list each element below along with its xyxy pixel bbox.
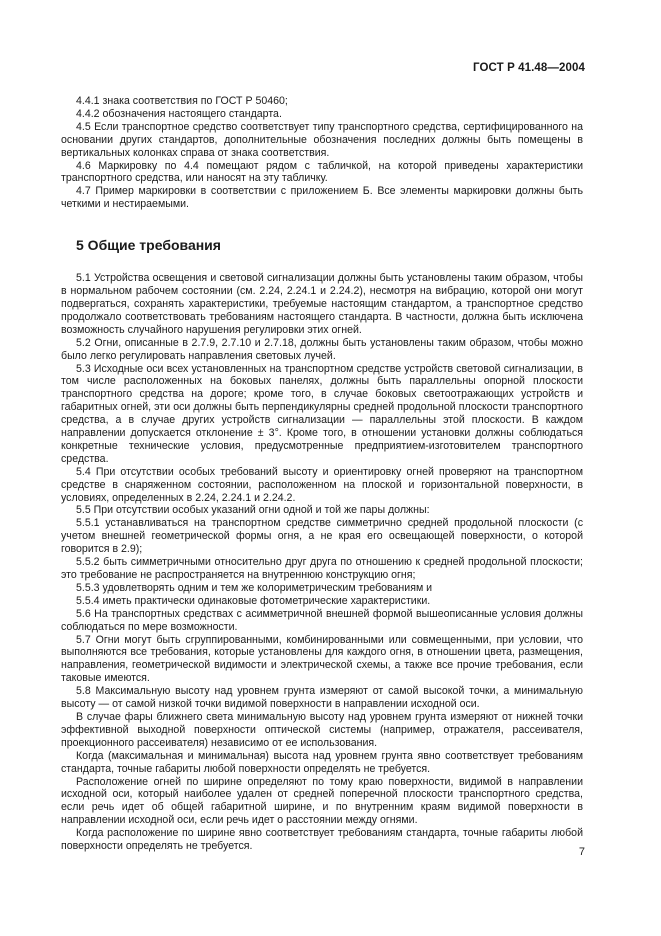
- paragraph-5-8: 5.8 Максимальную высоту над уровнем грунта измеряют от самой высокой точки, а минимальную высоту — от самой низкой точки видимой поверхности в направлении исходной оси.: [61, 685, 583, 711]
- paragraph-5-1: 5.1 Устройства освещения и световой сигнализации должны быть установлены таким образом, чтобы в нормальном рабочем состоянии (см. 2.24, 2.24.1 и 2.24.2), несмотря на вибрацию, которой они могут подвергаться, сохранять характеристики, требуемые настоящим стандартом, а транспортное средство продолжало соответствовать требованиям настоящего стандарта. В частности, должна быть исключена возможность случайного нарушения регулировки этих огней.: [61, 272, 583, 336]
- paragraph-5-4: 5.4 При отсутствии особых требований высоту и ориентировку огней проверяют на транспортном средстве в снаряженном состоянии, расположенном на плоской и горизонтальной поверхности, в условиях, определенных в 2.24, 2.24.1 и 2.24.2.: [61, 465, 583, 504]
- page-body: [61, 95, 583, 853]
- document-header: ГОСТ Р 41.48—2004: [473, 62, 585, 74]
- paragraph-4-4-2: 4.4.2 обозначения настоящего стандарта.: [76, 107, 282, 120]
- paragraph-5-5-4: 5.5.4 иметь практически одинаковые фотометрические характеристики.: [76, 594, 431, 607]
- section-heading: 5 Общие требования: [76, 237, 221, 254]
- paragraph-5-5-2: 5.5.2 быть симметричными относительно друг друга по отношению к средней продольной плоскости; это требование не распространяется на внутреннюю конструкцию огня;: [61, 556, 583, 581]
- paragraph-4-6: 4.6 Маркировку по 4.4 помещают рядом с табличкой, на которой приведены характеристики транспортного средства, или наносят на эту табличку.: [61, 159, 583, 185]
- paragraph-5-8-width-note: Когда расположение по ширине явно соответствует требованиям стандарта, точные габариты любой поверхности определять не требуется.: [61, 827, 583, 853]
- paragraph-4-5: 4.5 Если транспортное средство соответствует типу транспортного средства, сертифицированного на основании других стандартов, дополнительные обозначения последних должны быть помещены в вертикальных колонках справа от знака соответствия.: [61, 120, 583, 159]
- page-number: 7: [578, 846, 585, 858]
- paragraph-5-8-height: Когда (максимальная и минимальная) высота над уровнем грунта явно соответствует требованиям стандарта, точные габариты любой поверхности определять не требуется.: [61, 749, 583, 775]
- paragraph-5-8-low-beam: В случае фары ближнего света минимальную высоту над уровнем грунта измеряют от нижней точки эффективной выходной поверхности оптической системы (например, отражателя, рассеивателя, проекционного рассеивателя) независимо от ее использования.: [61, 710, 583, 749]
- paragraph-5-5-1: 5.5.1 устанавливаться на транспортном средстве симметрично средней продольной плоскости (с учетом внешней геометрической формы огня, а не края его освещающей поверхности, о которой говорится в 2.9);: [61, 517, 583, 556]
- paragraph-5-7: 5.7 Огни могут быть сгруппированными, комбинированными или совмещенными, при условии, что выполняются все требования, которые установлены для каждого огня, в отношении цвета, размещения, направления, геометрической видимости и электрической схемы, а также все прочие требования, если таковые имеются.: [61, 633, 583, 685]
- paragraph-4-4-1: 4.4.1 знака соответствия по ГОСТ Р 50460;: [76, 95, 288, 107]
- paragraph-5-6: 5.6 На транспортных средствах с асимметричной внешней формой вышеописанные условия должны соблюдаться по мере возможности.: [61, 607, 583, 633]
- paragraph-5-3: 5.3 Исходные оси всех установленных на транспортном средстве устройств световой сигнализации, в том числе расположенных на боковых панелях, должны быть параллельны опорной плоскости транспортного средства на дороге; кроме того, в случае боковых светоотражающих устройств и габаритных огней, эти оси должны быть перпендикулярны средней продольной плоскости транспортного средства, а в случае других устройств сигнализации — параллельны этой плоскости. В каждом направлении допускается отклонение ± 3°. Кроме того, в отношении установки должны соблюдаться конкретные технические условия, предусмотренные предприятием-изготовителем транспортного средства.: [61, 362, 583, 465]
- paragraph-5-5-3: 5.5.3 удовлетворять одним и тем же колориметрическим требованиям и: [76, 581, 433, 594]
- paragraph-5-2: 5.2 Огни, описанные в 2.7.9, 2.7.10 и 2.7.18, должны быть установлены таким образом, чтобы можно было легко регулировать направления световых лучей.: [61, 336, 583, 362]
- paragraph-5-5: 5.5 При отсутствии особых указаний огни одной и той же пары должны:: [76, 504, 430, 517]
- paragraph-5-8-width: Расположение огней по ширине определяют по тому краю поверхности, видимой в направлении исходной оси, который наиболее удален от средней поперечной плоскости транспортного средства, если речь идет об общей габаритной ширине, и по внутренним краям видимой поверхности в направлении исходной оси, если речь идет о расстоянии между огнями.: [61, 775, 583, 827]
- paragraph-4-7: 4.7 Пример маркировки в соответствии с приложением Б. Все элементы маркировки должны быть четкими и нестираемыми.: [61, 185, 583, 211]
